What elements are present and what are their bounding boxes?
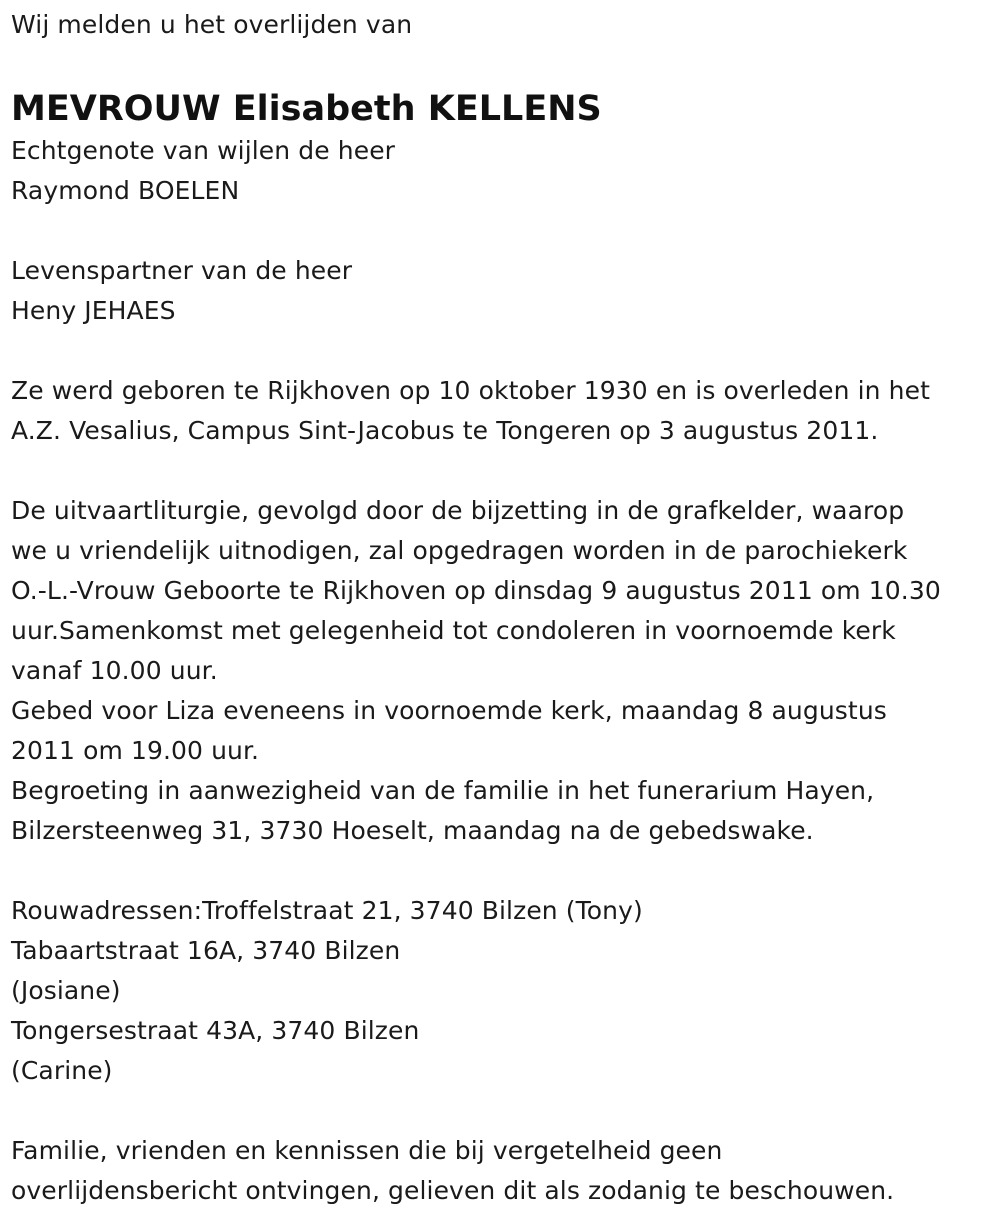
closing-line: overlijdensbericht ontvingen, gelieven dit als zodanig te beschouwen.: [11, 1176, 895, 1205]
spacer: [11, 211, 991, 251]
obituary-notice: [11, 0, 991, 1211]
address-line: Rouwadressen:Troffelstraat 21, 3740 Bilzen (Tony): [11, 896, 643, 925]
partner-line-2: Heny JEHAES: [11, 296, 176, 325]
birth-death-line: A.Z. Vesalius, Campus Sint-Jacobus te Tongeren op 3 augustus 2011.: [11, 416, 879, 445]
address-line: Tongersestraat 43A, 3740 Bilzen: [11, 1016, 420, 1045]
ceremony-line: we u vriendelijk uitnodigen, zal opgedragen worden in de parochiekerk: [11, 536, 908, 565]
spacer: [11, 851, 991, 891]
closing-line: Familie, vrienden en kennissen die bij vergetelheid geen: [11, 1136, 723, 1165]
ceremony-line: 2011 om 19.00 uur.: [11, 736, 260, 765]
intro-line: Wij melden u het overlijden van: [11, 10, 413, 39]
ceremony-line: O.-L.-Vrouw Geboorte te Rijkhoven op dinsdag 9 augustus 2011 om 10.30: [11, 576, 941, 605]
spacer: [11, 1091, 991, 1131]
spacer: [11, 451, 991, 491]
ceremony-line: Gebed voor Liza eveneens in voornoemde kerk, maandag 8 augustus: [11, 696, 887, 725]
spouse-line-1: Echtgenote van wijlen de heer: [11, 136, 396, 165]
ceremony-line: uur.Samenkomst met gelegenheid tot condoleren in voornoemde kerk: [11, 616, 896, 645]
deceased-name: MEVROUW Elisabeth KELLENS: [11, 89, 602, 129]
ceremony-line: vanaf 10.00 uur.: [11, 656, 218, 685]
address-line: Tabaartstraat 16A, 3740 Bilzen: [11, 936, 401, 965]
address-line: (Carine): [11, 1056, 113, 1085]
spacer: [11, 331, 991, 371]
partner-line-1: Levenspartner van de heer: [11, 256, 353, 285]
birth-death-line: Ze werd geboren te Rijkhoven op 10 oktober 1930 en is overleden in het: [11, 376, 930, 405]
ceremony-line: De uitvaartliturgie, gevolgd door de bijzetting in de grafkelder, waarop: [11, 496, 905, 525]
address-line: (Josiane): [11, 976, 121, 1005]
ceremony-line: Bilzersteenweg 31, 3730 Hoeselt, maandag na de gebedswake.: [11, 816, 814, 845]
spouse-line-2: Raymond BOELEN: [11, 176, 240, 205]
ceremony-line: Begroeting in aanwezigheid van de familie in het funerarium Hayen,: [11, 776, 875, 805]
